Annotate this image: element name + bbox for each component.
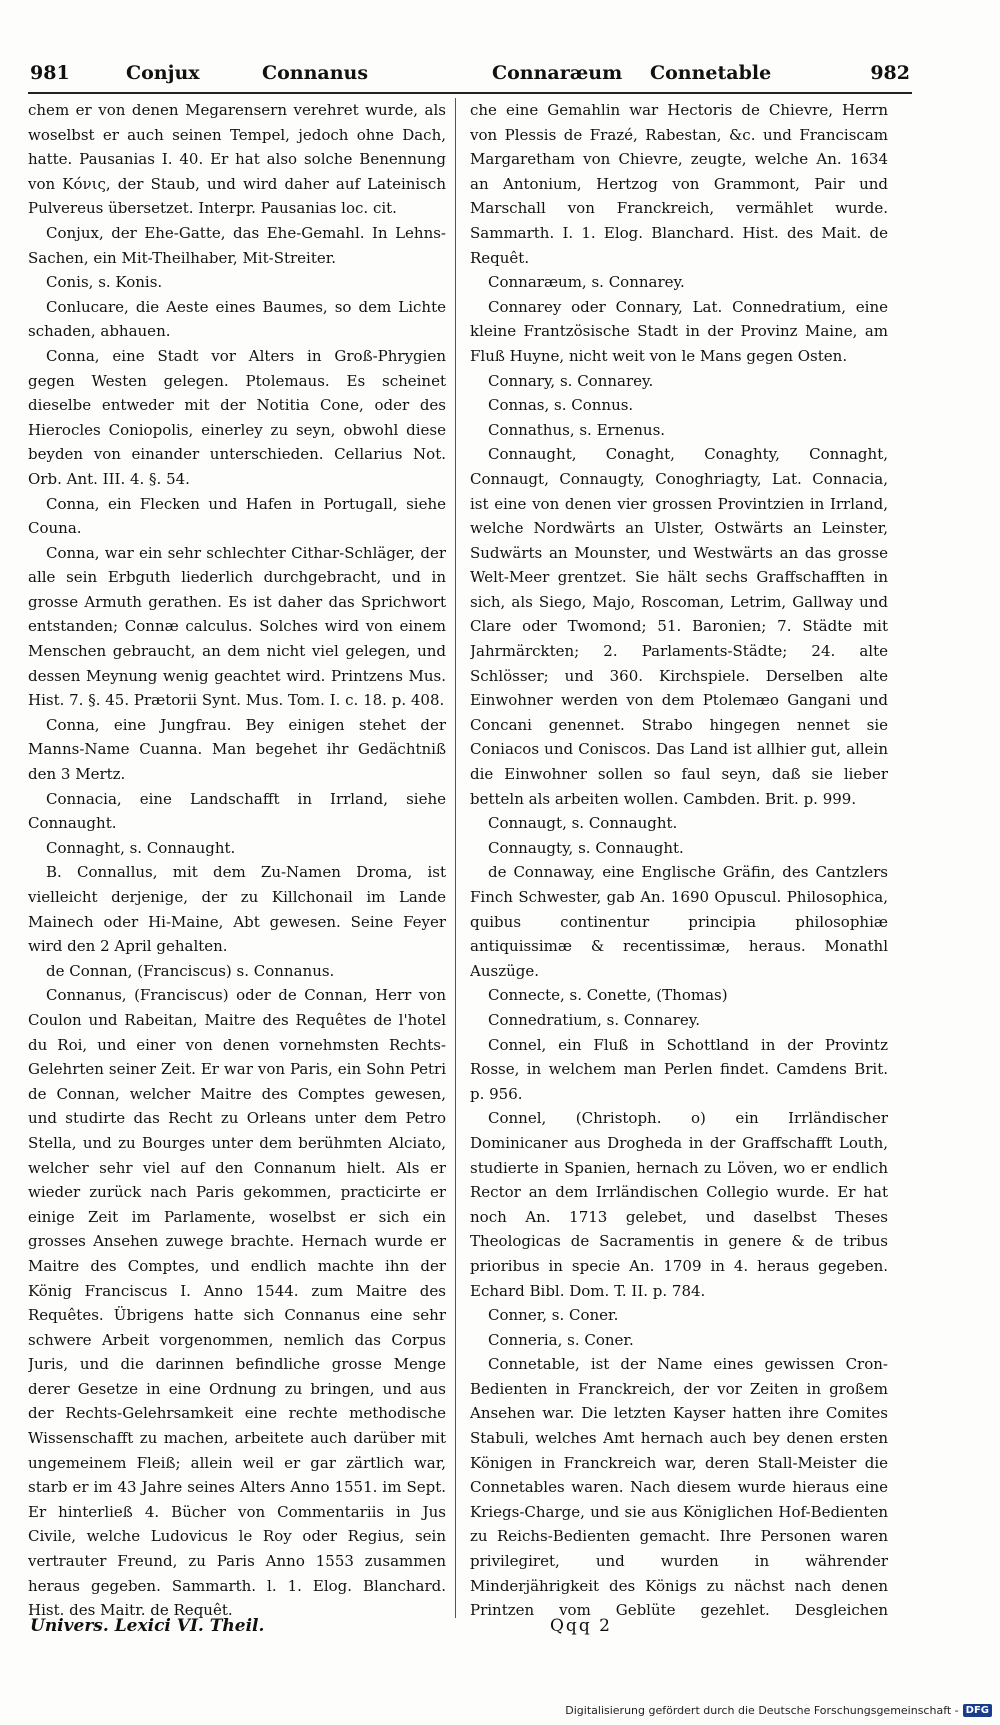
- entry: Connarey oder Connary, Lat. Connedratium, eine kleine Frantzösische Stadt in der Provinz Maine, am Fluß Huyne, nicht weit von le Mans gegen Osten.: [470, 297, 888, 365]
- page-number-right: 982: [870, 62, 910, 84]
- headword-right-first: Connaræum: [492, 62, 623, 84]
- headword-right-last: Connetable: [650, 62, 772, 84]
- headword-left-last: Connanus: [262, 62, 369, 84]
- entry: Conna, war ein sehr schlechter Cithar-Schläger, der alle sein Erbguth liederlich durchgebracht, und in grosse Armuth gerathen. Es ist daher das Sprichwort entstanden; Connæ calculus. Solches wird von einem Menschen gebraucht, an dem nicht viel gelegen, und dessen Meynung wenig geachtet wird. Printzens Mus. Hist. 7. §. 45. Prætorii Synt. Mus. Tom. I. c. 18. p. 408.: [28, 543, 446, 710]
- entry: Connanus, (Franciscus) oder de Connan, Herr von Coulon und Rabeitan, Maitre des Requêtes de l'hotel du Roi, und einer von denen vornehmsten Rechts-Gelehrten seiner Zeit. Er war von Paris, ein Sohn Petri de Connan, welcher Maitre des Comptes gewesen, und studirte das Recht zu Orleans unter dem Petro Stella, und zu Bourges unter dem berühmten Alciato, welcher sehr viel auf den Connanum hielt. Als er wieder zurück nach Paris gekommen, practicirte er einige Zeit im Parlamente, woselbst er sich ein grosses Ansehen zuwege brachte. Hernach wurde er Maitre des Comptes, und endlich machte ihn der König Franciscus I. Anno 1544. zum Maitre des Requêtes. Übrigens hatte sich Connanus eine sehr schwere Arbeit vorgenommen, nemlich das Corpus Juris, und die darinnen befindliche grosse Menge derer Gesetze in eine Ordnung zu bringen, und aus der Rechts-Gelehrsamkeit eine rechte methodische Wissenschafft zu machen, arbeitete auch darüber mit ungemeinem Fleiß; allein weil er gar zärtlich war, starb er im 43 Jahre seines Alters Anno 1551. im Sept. Er hinterließ 4. Bücher von Commentariis in Jus Civile, welche Ludovicus le Roy oder Regius, sein vertrauter Freund, zu Paris Anno 1553 zusammen heraus gegeben. Sammarth. l. 1. Elog. Blanchard. Hist. des Maitr. de Requêt.: [28, 986, 446, 1618]
- entry: Connacia, eine Landschafft in Irrland, siehe Connaught.: [28, 789, 446, 833]
- entry: Conjux, der Ehe-Gatte, das Ehe-Gemahl. In Lehns-Sachen, ein Mit-Theilhaber, Mit-Streiter.: [28, 223, 446, 267]
- right-column: [470, 98, 888, 1618]
- digitization-credit: [565, 1700, 992, 1720]
- entry: Connaght, s. Connaught.: [46, 838, 236, 857]
- running-header: [30, 62, 910, 92]
- entry: Conneria, s. Coner.: [488, 1330, 634, 1349]
- entry: Conna, eine Stadt vor Alters in Groß-Phrygien gegen Westen gelegen. Ptolemaus. Es scheinet dieselbe entweder mit der Notitia Cone, oder des Hierocles Coniopolis, einerley zu seyn, obwohl diese beyden von einander unterschieden. Cellarius Not. Orb. Ant. III. 4. §. 54.: [28, 346, 446, 488]
- entry: chem er von denen Megarensern verehret wurde, als woselbst er auch seinen Tempel, jedoch ohne Dach, hatte. Pausanias I. 40. Er hat also solche Benennung von Κόνις, der Staub, und wird daher auf Lateinisch Pulvereus übersetzet. Interpr. Pausanias loc. cit.: [28, 101, 446, 218]
- headword-left-first: Conjux: [126, 62, 200, 84]
- entry: Connaugty, s. Connaught.: [488, 838, 684, 857]
- signature-mark: Qqq 2: [550, 1616, 612, 1636]
- entry: Connary, s. Connarey.: [488, 371, 654, 390]
- entry: Conis, s. Konis.: [46, 273, 163, 292]
- entry: Connaugt, s. Connaught.: [488, 814, 678, 833]
- entry: Conna, eine Jungfrau. Bey einigen stehet der Manns-Name Cuanna. Man begehet ihr Gedächtniß den 3 Mertz.: [28, 715, 446, 784]
- entry: Connathus, s. Ernenus.: [488, 420, 666, 439]
- entry: Connel, ein Fluß in Schottland in der Provintz Rosse, in welchem man Perlen findet. Camdens Brit. p. 956.: [470, 1035, 888, 1103]
- entry: Conlucare, die Aeste eines Baumes, so dem Lichte schaden, abhauen.: [28, 297, 446, 341]
- entry: Conner, s. Coner.: [488, 1306, 619, 1325]
- entry: Connecte, s. Conette, (Thomas): [488, 986, 728, 1005]
- entry: Connaught, Conaght, Conaghty, Connaght, Connaugt, Connaugty, Conoghriagty, Lat. Connacia, ist eine von denen vier grossen Provintzien in Irrland, welche Nordwärts an Ulster, Ostwärts an Leinster, Sudwärts an Mounster, und Westwärts an das grosse Welt-Meer grentzet. Sie hält sechs Graffschafften in sich, als Siego, Majo, Roscoman, Letrim, Gallway und Clare oder Twomond; 51. Baronien; 7. Städte mit Jahrmärckten; 2. Parlaments-Städte; 24. alte Schlösser; und 360. Kirchspiele. Derselben alte Einwohner werden von dem Ptolemæo Gangani und Concani genennet. Strabo hingegen nennet sie Coniacos und Coniscos. Das Land ist allhier gut, allein die Einwohner sollen so faul seyn, daß sie lieber betteln als arbeiten wollen. Cambden. Brit. p. 999.: [470, 445, 888, 808]
- left-column: [28, 98, 446, 1618]
- entry: de Connan, (Franciscus) s. Connanus.: [46, 961, 335, 980]
- column-divider: [455, 98, 456, 1618]
- entry: che eine Gemahlin war Hectoris de Chievre, Herrn von Plessis de Frazé, Rabestan, &c. und Franciscam Margaretham von Chievre, zeugte, welche An. 1634 an Antonium, Hertzog von Grammont, Pair und Marschall von Franckreich, vermählet wurde. Sammarth. I. 1. Elog. Blanchard. Hist. des Mait. de Requêt.: [470, 101, 888, 267]
- entry: B. Connallus, mit dem Zu-Namen Droma, ist vielleicht derjenige, der zu Killchonail im Lande Mainech oder Hi-Maine, Abt gewesen. Seine Feyer wird den 2 April gehalten.: [28, 863, 446, 956]
- dfg-logo-icon: DFG: [963, 1704, 992, 1717]
- page-number-left: 981: [30, 62, 70, 84]
- credit-text: Digitalisierung gefördert durch die Deutsche Forschungsgemeinschaft -: [565, 1703, 959, 1717]
- entry: Connetable, ist der Name eines gewissen Cron-Bedienten in Franckreich, der vor Zeiten in großem Ansehen war. Die letzten Kayser hatten ihre Comites Stabuli, welches Amt hernach auch bey denen ersten Königen in Franckreich war, deren Stall-Meister die Connetables waren. Nach diesem wurde hieraus eine Kriegs-Charge, und sie aus Königlichen Hof-Bedienten zu Reichs-Bedienten gemacht. Ihre Personen waren privilegiret, und wurden in währender Minderjährigkeit des Königs zu nächst nach denen Printzen vom Geblüte gezehlet. Desgleichen: [470, 1355, 888, 1618]
- volume-note: Univers. Lexici VI. Theil.: [30, 1616, 265, 1636]
- entry: Connaræum, s. Connarey.: [488, 273, 685, 292]
- entry: Connas, s. Connus.: [488, 396, 634, 415]
- entry: Connel, (Christoph. o) ein Irrländischer Dominicaner aus Drogheda in der Graffschafft Louth, studierte in Spanien, hernach zu Löven, wo er endlich Rector an dem Irrländischen Collegio wurde. Er hat noch An. 1713 gelebet, und daselbst Theses Theologicas de Sacramentis in genere & de tribus prioribus in specie An. 1709 in 4. heraus gegeben. Echard Bibl. Dom. T. II. p. 784.: [470, 1109, 888, 1300]
- entry: Connedratium, s. Connarey.: [488, 1010, 700, 1029]
- entry: Conna, ein Flecken und Hafen in Portugall, siehe Couna.: [28, 494, 446, 538]
- page-footer: [30, 1616, 910, 1644]
- header-rule: [28, 92, 912, 94]
- entry: de Connaway, eine Englische Gräfin, des Cantzlers Finch Schwester, gab An. 1690 Opuscul. Philosophica, quibus continentur principia philosophiæ antiquissimæ & recentissimæ, heraus. Monathl Auszüge.: [470, 863, 888, 980]
